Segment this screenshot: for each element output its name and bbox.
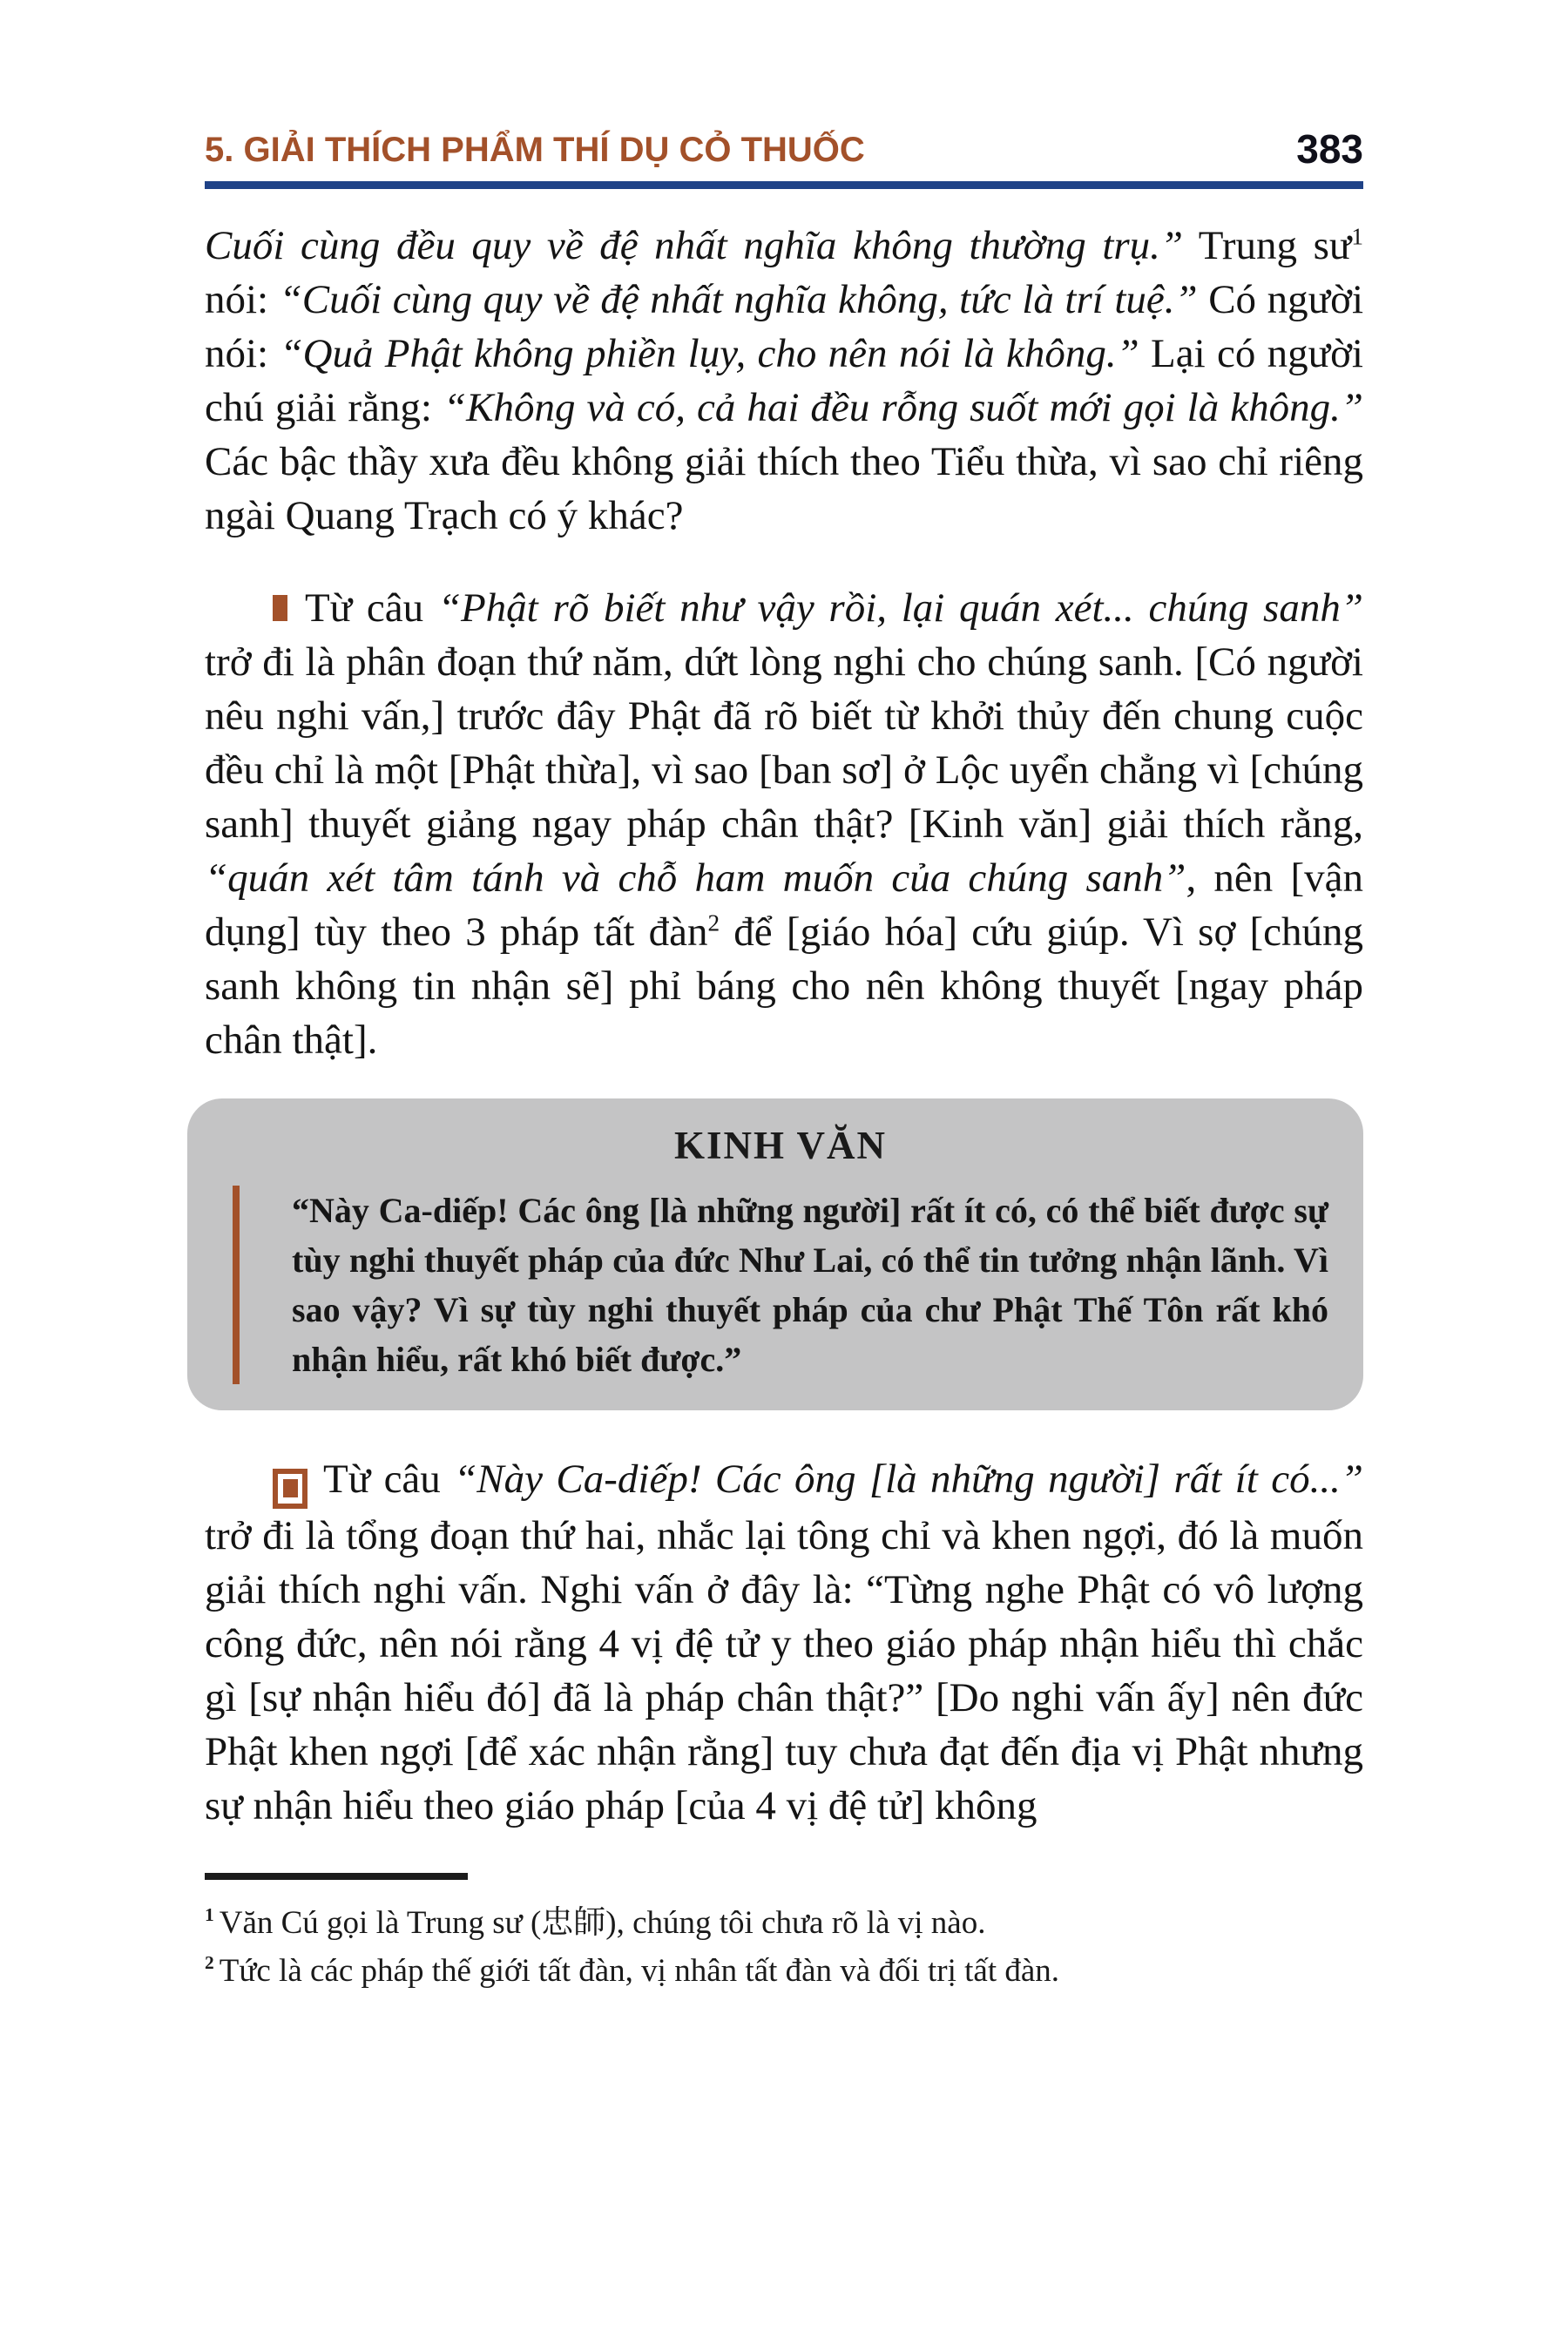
footnote-text: Văn Cú gọi là Trung sư (忠師), chúng tôi chưa rõ là vị nào. xyxy=(219,1904,986,1941)
body-text xyxy=(205,219,1363,1833)
footnote-marker: 1 xyxy=(205,1904,214,1926)
footnote-1 xyxy=(205,1899,1363,1947)
paragraph-commentary-2 xyxy=(205,1452,1363,1833)
kinh-van-quote: “Này Ca-diếp! Các ông [là những người] rất ít có, có thể biết được sự tùy nghi thuyết pháp của đức Như Lai, có thể tin tưởng nhận lãnh. Vì sao vậy? Vì sự tùy nghi thuyết pháp của chư Phật Thế Tôn rất khó nhận hiểu, rất khó biết được.” xyxy=(233,1186,1328,1384)
footnote-separator xyxy=(205,1873,468,1880)
square-bullet-icon xyxy=(273,595,287,621)
paragraph-text: Từ câu “Này Ca-diếp! Các ông [là những người] rất ít có...” trở đi là tổng đoạn thứ hai, nhắc lại tông chỉ và khen ngợi, đó là muốn giải thích nghi vấn. Nghi vấn ở đây là: “Từng nghe Phật có vô lượng công đức, nên nói rằng 4 vị đệ tử y theo giáo pháp nhận hiểu thì chắc gì [sự nhận hiểu đó] đã là pháp chân thật?” [Do nghi vấn ấy] nên đức Phật khen ngợi [để xác nhận rằng] tuy chưa đạt đến địa vị Phật nhưng sự nhận hiểu theo giáo pháp [của 4 vị đệ tử] không xyxy=(205,1456,1363,1828)
header-rule xyxy=(205,181,1363,189)
page-header xyxy=(205,126,1363,172)
paragraph-continuation: Cuối cùng đều quy về đệ nhất nghĩa không thường trụ.” Trung $sư^1$ nói: “Cuối cùng quy về đệ nhất nghĩa không, tức là trí tuệ.” Có người nói: “Quả Phật không phiền lụy, cho nên nói là không.” Lại có người chú giải rằng: “Không và có, cả hai đều rỗng suốt mới gọi là không.” Các bậc thầy xưa đều không giải thích theo Tiểu thừa, vì sao chỉ riêng ngài Quang Trạch có ý khác? xyxy=(205,223,1364,538)
footnotes xyxy=(205,1899,1363,1995)
square-in-square-inner xyxy=(283,1479,298,1497)
square-in-square-icon xyxy=(273,1469,308,1509)
chapter-title: 5. GIẢI THÍCH PHẨM THÍ DỤ CỎ THUỐC xyxy=(205,131,865,169)
footnote-marker: 2 xyxy=(205,1952,214,1974)
footnote-2 xyxy=(205,1947,1363,1995)
paragraph-commentary-1 xyxy=(205,581,1363,1067)
paragraph-text: Từ câu “Phật rõ biết như vậy rồi, lại quán xét... chúng sanh” trở đi là phân đoạn thứ năm, dứt lòng nghi cho chúng sanh. [Có người nêu nghi vấn,] trước đây Phật đã rõ biết từ khởi thủy đến chung cuộc đều chỉ là một [Phật thừa], vì sao [ban sơ] ở Lộc uyển chẳng vì [chúng sanh] thuyết giảng ngay pháp chân thật? [Kinh văn] giải thích rằng, “quán xét tâm tánh và chỗ ham muốn của chúng sanh”, nên [vận dụng] tùy theo 3 pháp tất đàn$^2$ để [giáo hóa] cứu giúp. Vì sợ [chúng sanh không tin nhận sẽ] phỉ báng cho nên không thuyết [ngay pháp chân thật]. xyxy=(205,585,1364,1063)
kinh-van-title: KINH VĂN xyxy=(674,1124,887,1167)
page-number: 383 xyxy=(1296,126,1363,172)
kinh-van-box xyxy=(187,1098,1363,1410)
footnote-text: Tức là các pháp thế giới tất đàn, vị nhân tất đàn và đối trị tất đàn. xyxy=(219,1952,1060,1989)
